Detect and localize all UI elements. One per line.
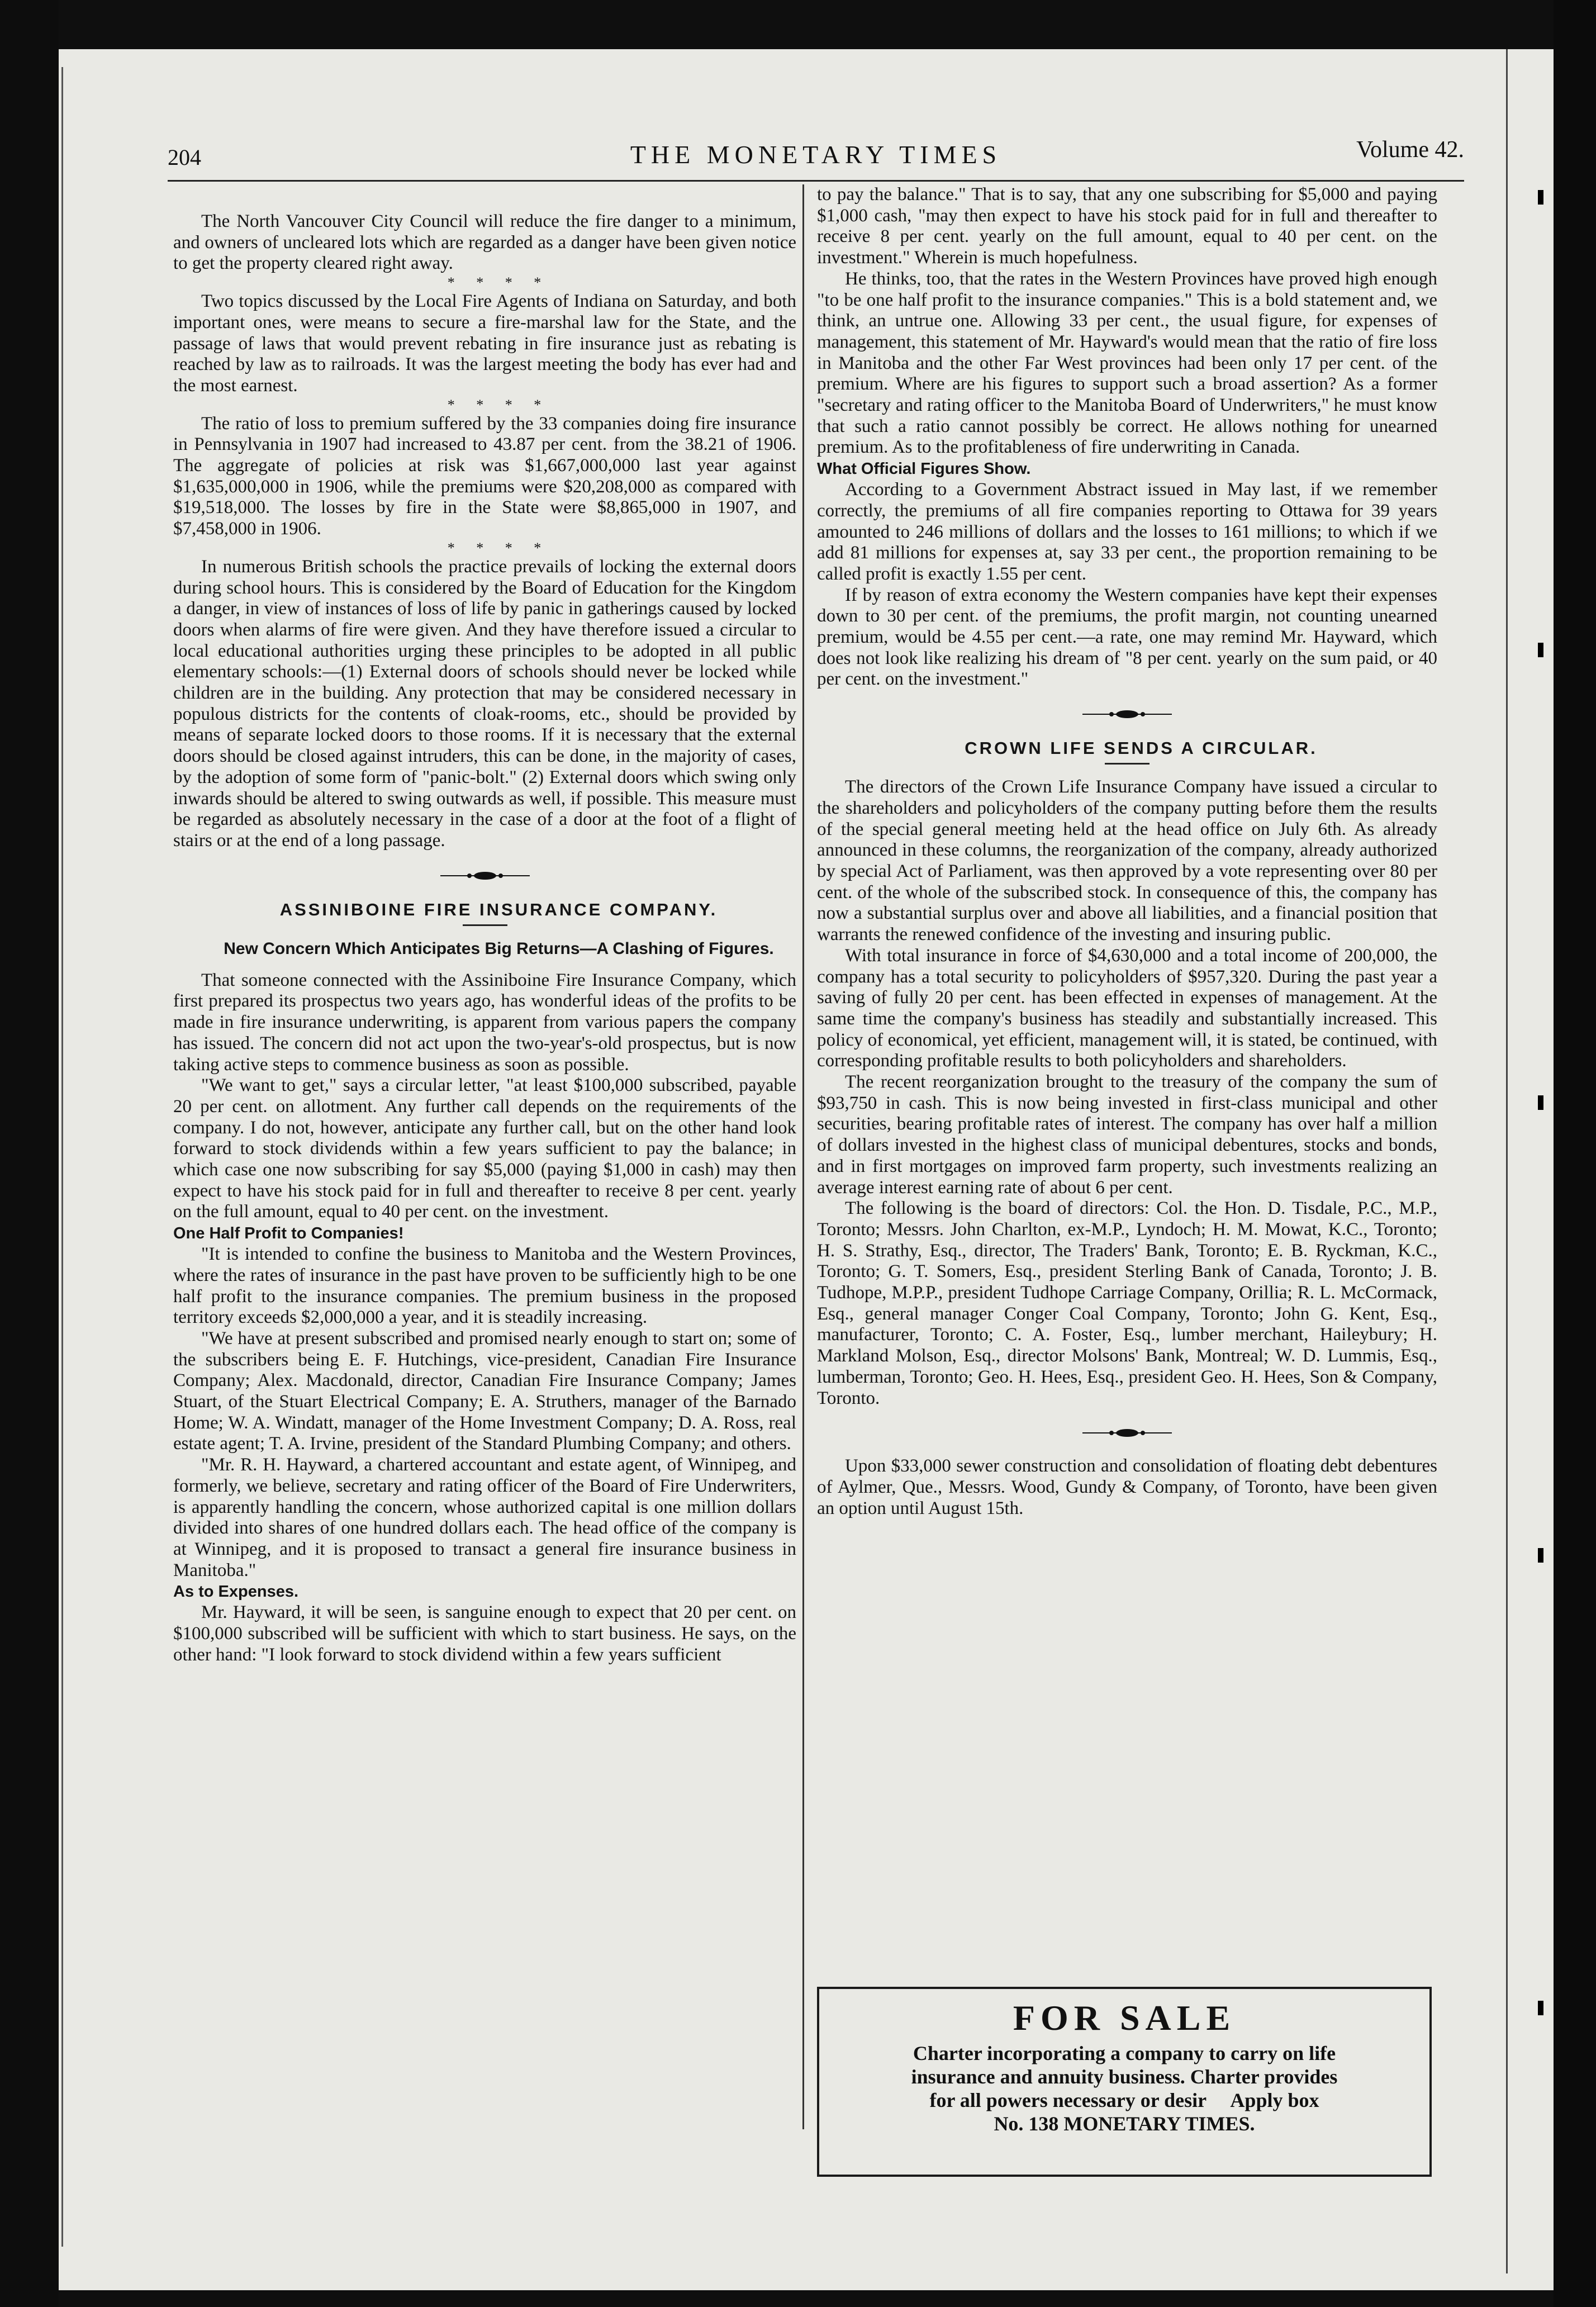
side-heading: What Official Figures Show. (817, 460, 1031, 478)
paragraph: He thinks, too, that the rates in the Western Provinces have proved high enough "to be one half profit to the insurance companies." This is a bold statement and, we think, an untrue one. Allowing 33 per cent., the usual figure, for expenses of management, this statement of Mr. Hayward's would mean that the ratio of fire loss in Manitoba and the other Far West provinces had been only 17 per cent. of the premium. Where are his figures to support such a broad assertion? As a former "secretary and rating officer to the Manitoba Board of Underwriters," he must know that such a ratio cannot possibly be correct. He allows nothing for unearned premium. As to the profitableness of fire underwriting in Canada. (817, 268, 1437, 458)
advertisement-line: insurance and annuity business. Charter provides (911, 2066, 1338, 2088)
heading-rule (463, 924, 507, 926)
scan-border-top (0, 0, 1596, 49)
ornamental-divider (440, 870, 530, 882)
page-header (168, 134, 1464, 173)
paragraph: With total insurance in force of $4,630,000 and a total income of 200,000, the company has a total security to policyholders of $957,320. During the past year a saving of fully 20 per cent. has been effected in expenses of management. At the same time the company's business has steadily and substantially increased. This policy of economical, yet efficient, management will, it is stated, be continued, with corresponding profitable results to both policyholders and shareholders. (817, 945, 1437, 1071)
left-column (173, 211, 796, 1665)
paragraph: According to a Government Abstract issued in May last, if we remember correctly, the premiums of all fire companies reporting to Ottawa for 39 years amounted to 246 millions of dollars and the losses to 161 millions; to which if we add 81 millions for expenses at, say 33 per cent., the proportion remaining to be called profit is exactly 1.55 per cent. (817, 480, 1437, 584)
paragraph: The ratio of loss to premium suffered by the 33 companies doing fire insurance in Pennsylvania in 1907 had increased to 43.87 per cent. from the 38.21 of 1906. The aggregate of policies at risk was $1,667,000,000 last year against $1,635,000,000 in 1906, while the premiums were $20,208,000 as compared with $19,518,000. The losses by fire in the State were $8,865,000 in 1907, and $7,458,000 in 1906. (173, 413, 796, 539)
heading-rule (1105, 763, 1150, 765)
paragraph: "Mr. R. H. Hayward, a chartered accountant and estate agent, of Winnipeg, and formerly, we believe, secretary and rating officer of the Board of Fire Underwriters, is apparently handling the concern, whose authorized capital is one million dollars divided into shares of one hundred dollars each. The head office of the company is at Winnipeg, and it is proposed to transact a general fire insurance business in Manitoba." (173, 1455, 796, 1580)
section-stars: * * * * (447, 274, 550, 291)
article-heading: ASSINIBOINE FIRE INSURANCE COMPANY. (279, 899, 718, 919)
scan-border-bottom (0, 2290, 1596, 2307)
header-rule (168, 180, 1464, 182)
section-stars: * * * * (447, 539, 550, 556)
column-rule (802, 184, 804, 2129)
advertisement-line: for all powers necessary or desir Apply box (929, 2089, 1319, 2111)
ornamental-divider (1082, 708, 1172, 720)
paragraph: to pay the balance." That is to say, that any one subscribing for $5,000 and paying $1,000 cash, "may then expect to have his stock paid for in full and thereafter to receive 8 per cent. yearly on the full amount, equal to 40 per cent. on the investment." Wherein is much hopefulness. (817, 184, 1437, 268)
right-column (817, 184, 1437, 1519)
scan-border-right (1554, 0, 1596, 2307)
paragraph: The following is the board of directors: Col. the Hon. D. Tisdale, P.C., M.P., Toronto; Messrs. John Charlton, ex-M.P., Lyndoch; H. M. Mowat, K.C., Toronto; H. S. Strathy, Esq., director, The Traders' Bank, Toronto; E. B. Ryckman, K.C., Toronto; G. T. Somers, Esq., president Sterling Bank of Canada, Toronto; J. B. Tudhope, M.P.P., president Tudhope Carriage Company, Orillia; R. L. McCormack, Esq., general manager Conger Coal Company, Toronto; John G. Kent, Esq., manufacturer, Toronto; C. A. Foster, Esq., lumber merchant, Haileybury; H. Markland Molson, Esq., director Molsons' Bank, Montreal; W. D. Lummis, Esq., lumberman, Toronto; Geo. H. Hees, Esq., president Geo. H. Hees, Son & Company, Toronto. (817, 1198, 1437, 1408)
advertisement-body (836, 2042, 1413, 2135)
side-heading: As to Expenses. (173, 1583, 299, 1601)
paragraph: Two topics discussed by the Local Fire Agents of Indiana on Saturday, and both important ones, were means to secure a fire-marshal law for the State, and the passage of laws that would prevent rebating in fire insurance just as rebating is reached by law as to railroads. It was the largest meeting the body has ever had and the most earnest. (173, 291, 796, 396)
volume-label: Volume 42. (1356, 137, 1464, 163)
advertisement-title: FOR SALE (1013, 1998, 1236, 2038)
paragraph: "We have at present subscribed and promised nearly enough to start on; some of the subscribers being E. F. Hutchings, vice-president, Canadian Fire Insurance Company; Alex. Macdonald, director, Canadian Fire Insurance Company; James Stuart, of the Stuart Electrical Company; E. A. Struthers, manager of the Barnado Home; W. A. Windatt, manager of the Home Investment Company; D. A. Ross, real estate agent; T. A. Irvine, president of the Standard Plumbing Company; and others. (173, 1328, 796, 1454)
ornamental-divider (1082, 1427, 1172, 1439)
paragraph: "It is intended to confine the business to Manitoba and the Western Provinces, where the rates of insurance in the past have proven to be sufficiently high to be one half profit to the insurance companies. The premium business in the proposed territory exceeds $2,000,000 a year, and it is steadily increasing. (173, 1244, 796, 1328)
article-subheading: New Concern Which Anticipates Big Returns—A Clashing of Figures. (224, 939, 774, 958)
for-sale-advertisement (817, 1987, 1432, 2177)
side-heading: One Half Profit to Companies! (173, 1224, 404, 1243)
paragraph: Upon $33,000 sewer construction and consolidation of floating debt debentures of Aylmer, Que., Messrs. Wood, Gundy & Company, of Toronto, have been given an option until August 15th. (817, 1456, 1437, 1518)
margin-mark (1538, 643, 1543, 657)
advertisement-line: No. 138 MONETARY TIMES. (994, 2113, 1255, 2135)
advertisement-line: Charter incorporating a company to carry on life (913, 2042, 1336, 2064)
paragraph: In numerous British schools the practice prevails of locking the external doors during school hours. This is considered by the Board of Education for the Kingdom a danger, in view of instances of loss of life by panic in gatherings caused by locked doors when alarms of fire were given. And they have therefore issued a circular to local educational authorities urging these principles to be adopted in all public elementary schools:—(1) External doors of schools should never be locked while children are in the building. Any protection that may be considered necessary in populous districts for the contents of cloak-rooms, etc., should be provided by means of separate locked doors to those rooms. If it is necessary that the external doors should be closed against intruders, this can be done, in the majority of cases, by the adoption of some form of "panic-bolt." (2) External doors which swing only inwards should be altered to swing outwards as well, if possible. This measure must be regarded as absolutely necessary in the case of a door at the foot of a flight of stairs or at the end of a long passage. (173, 556, 796, 851)
binding-edge-right (1506, 49, 1508, 2273)
scan-border-left (0, 0, 59, 2307)
margin-mark (1538, 1548, 1543, 1563)
paragraph: The directors of the Crown Life Insurance Company have issued a circular to the shareholders and policyholders of the company putting before them the results of the special general meeting held at the head office on July 6th. As already announced in these columns, the reorganization of the company, already authorized by special Act of Parliament, was then approved by a vote representing over 80 per cent. of the whole of the subscribed stock. In consequence of this, the company has now a substantial surplus over and above all liabilities, and a financial position that warrants the renewed confidence of the investing and insuring public. (817, 777, 1437, 945)
publication-title: THE MONETARY TIMES (630, 140, 1002, 169)
page-number: 204 (168, 145, 201, 170)
paragraph: That someone connected with the Assiniboine Fire Insurance Company, which first prepared its prospectus two years ago, has wonderful ideas of the profits to be made in fire insurance underwriting, is apparent from various papers the company has issued. The concern did not act upon the two-year's-old prospectus, but is now taking active steps to commence business as soon as possible. (173, 970, 796, 1075)
paragraph: The recent reorganization brought to the treasury of the company the sum of $93,750 in cash. This is now being invested in first-class municipal and other securities, bearing profitable rates of interest. The company has over half a million of dollars invested in the highest class of municipal debentures, stocks and bonds, and in first mortgages on improved farm property, such investments realizing an average interest earning rate of about 6 per cent. (817, 1072, 1437, 1198)
paragraph: If by reason of extra economy the Western companies have kept their expenses down to 30 per cent. of the premiums, the profit margin, not counting unearned premium, would be 4.55 per cent.—a rate, one may remind Mr. Hayward, which does not look like realizing his dream of "8 per cent. yearly on the sum paid, or 40 per cent. on the investment." (817, 585, 1437, 690)
margin-mark (1538, 2001, 1543, 2015)
section-stars: * * * * (447, 396, 550, 413)
article-heading: CROWN LIFE SENDS A CIRCULAR. (965, 738, 1318, 758)
paragraph: "We want to get," says a circular letter, "at least $100,000 subscribed, payable 20 per cent. on allotment. Any further call depends on the requirements of the company. I do not, however, anticipate any further call, but on the other hand look forward to stock dividends within a few years sufficient to pay the balance; in which case one now subscribing for say $5,000 (paying $1,000 in cash) may then expect to have his stock paid for in full and thereafter to receive 8 per cent. yearly on the full amount, equal to 40 per cent. on the investment. (173, 1075, 796, 1222)
margin-mark (1538, 190, 1543, 205)
binding-edge (61, 67, 63, 2247)
margin-mark (1538, 1095, 1543, 1110)
paragraph: The North Vancouver City Council will reduce the fire danger to a minimum, and owners of uncleared lots which are regarded as a danger have been given notice to get the property cleared right away. (173, 211, 796, 274)
paragraph: Mr. Hayward, it will be seen, is sanguine enough to expect that 20 per cent. on $100,000 subscribed will be sufficient with which to start business. He says, on the other hand: "I look forward to stock dividend within a few years sufficient (173, 1602, 796, 1665)
